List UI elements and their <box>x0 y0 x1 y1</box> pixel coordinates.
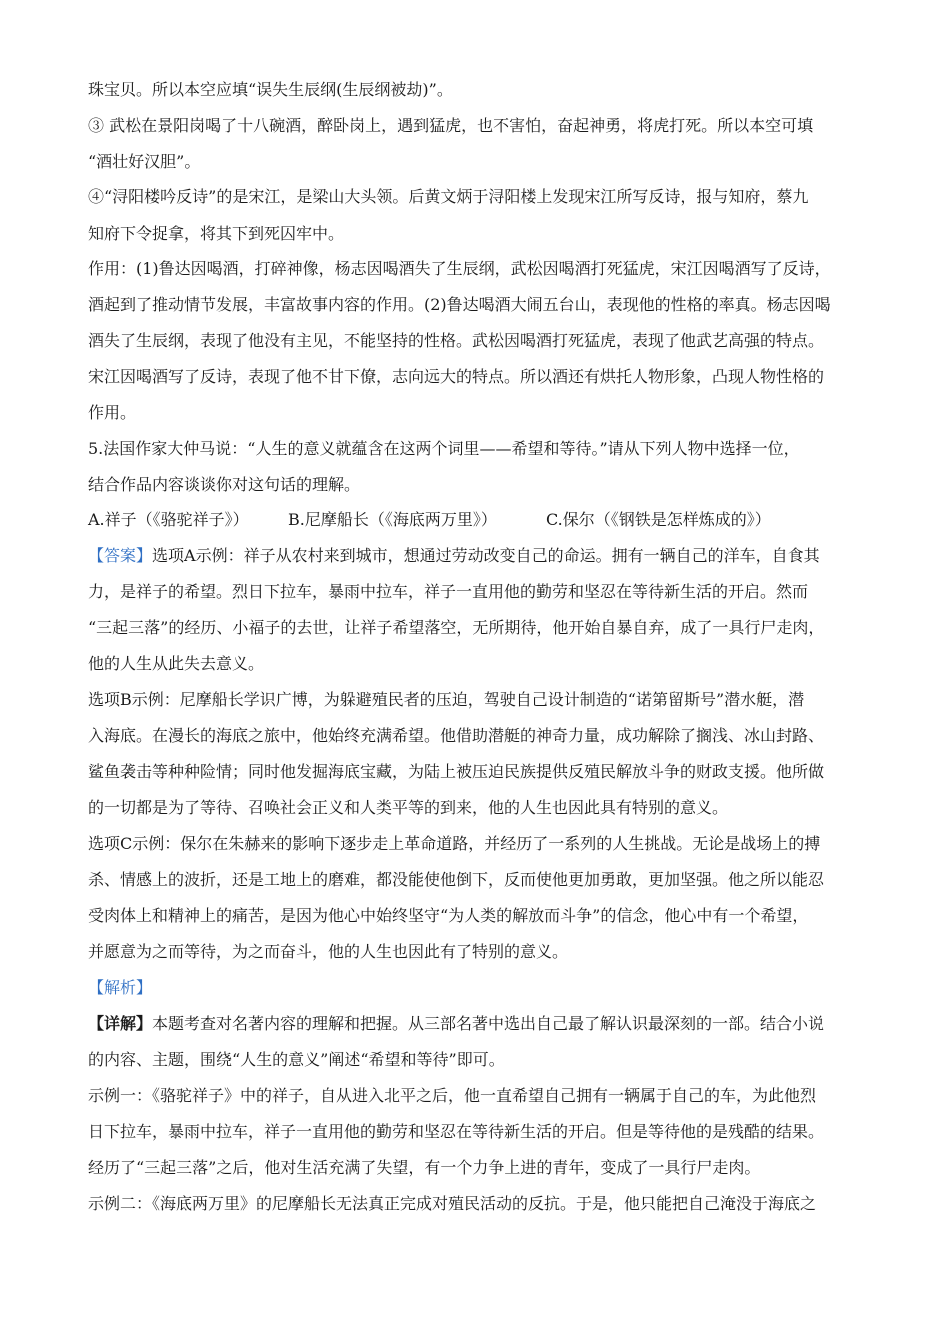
text-line: 示例一：《骆驼祥子》中的祥子，自从进入北平之后，他一直希望自己拥有一辆属于自己的车，为此他烈 <box>88 1086 817 1105</box>
text-line: “酒壮好汉胆”。 <box>88 152 201 171</box>
text-line: 的一切都是为了等待、召唤社会正义和人类平等的到来，他的人生也因此具有特别的意义。 <box>88 798 729 817</box>
text-line: 经历了“三起三落”之后，他对生活充满了失望，有一个力争上进的青年，变成了一具行尸走肉。 <box>88 1158 761 1177</box>
text-line: ④“浔阳楼吟反诗”的是宋江，是梁山大头领。后黄文炳于浔阳楼上发现宋江所写反诗，报与知府，蔡九 <box>88 187 809 206</box>
choice-a: A.祥子（《骆驼祥子》） <box>88 510 249 529</box>
answer-line <box>88 546 888 566</box>
text-line: 的内容、主题，围绕“人生的意义”阐述“希望和等待”即可。 <box>88 1050 505 1069</box>
answer-text: 选项A示例：祥子从农村来到城市，想通过劳动改变自己的命运。拥有一辆自己的洋车，自食其 <box>152 546 820 565</box>
text-line: 酒失了生辰纲，表现了他没有主见，不能坚持的性格。武松因喝酒打死猛虎，表现了他武艺高强的特点。 <box>88 331 825 350</box>
text-line: 日下拉车，暴雨中拉车，祥子一直用他的勤劳和坚忍在等待新生活的开启。但是等待他的是残酷的结果。 <box>88 1122 825 1141</box>
text-line: 入海底。在漫长的海底之旅中，他始终充满希望。他借助潜艇的神奇力量，成功解除了搁浅、冰山封路、 <box>88 726 825 745</box>
choice-b: B.尼摩船长（《海底两万里》） <box>288 510 497 529</box>
text-line: 宋江因喝酒写了反诗，表现了他不甘下僚，志向远大的特点。所以酒还有烘托人物形象，凸现人物性格的 <box>88 367 825 386</box>
analysis-tag: 【解析】 <box>88 978 153 997</box>
text-line: 他的人生从此失去意义。 <box>88 654 265 673</box>
question-line: 结合作品内容谈谈你对这句话的理解。 <box>88 475 361 494</box>
question-line: 5.法国作家大仲马说：“人生的意义就蕴含在这两个词里——希望和等待。”请从下列人物中选择一位， <box>88 439 800 458</box>
detail-text: 本题考查对名著内容的理解和把握。从三部名著中选出自己最了解认识最深刻的一部。结合小说 <box>152 1014 825 1033</box>
text-line: 选项B示例：尼摩船长学识广博，为躲避殖民者的压迫，驾驶自己设计制造的“诺第留斯号”潜水艇，潜 <box>88 690 805 709</box>
detail-line <box>88 1014 888 1034</box>
text-line: 作用。 <box>88 403 137 422</box>
text-line: 鲨鱼袭击等种种险情；同时他发掘海底宝藏，为陆上被压迫民族提供反殖民解放斗争的财政支援。他所做 <box>88 762 825 781</box>
choice-c: C.保尔（《钢铁是怎样炼成的》） <box>546 510 771 529</box>
text-line: 珠宝贝。所以本空应填“误失生辰纲(生辰纲被劫)”。 <box>88 80 453 99</box>
text-line: 力，是祥子的希望。烈日下拉车，暴雨中拉车，祥子一直用他的勤劳和坚忍在等待新生活的开启。然而 <box>88 582 809 601</box>
detail-tag: 【详解】 <box>88 1014 153 1033</box>
text-line: 受肉体上和精神上的痛苦，是因为他心中始终坚守“为人类的解放而斗争”的信念，他心中有一个希望， <box>88 906 809 925</box>
text-line: 知府下令捉拿，将其下到死囚牢中。 <box>88 224 345 243</box>
text-line: 作用：(1)鲁达因喝酒，打碎神像，杨志因喝酒失了生辰纲，武松因喝酒打死猛虎，宋江因喝酒写了反诗， <box>88 259 831 278</box>
text-line: 选项C示例：保尔在朱赫来的影响下逐步走上革命道路，并经历了一系列的人生挑战。无论是战场上的搏 <box>88 834 821 853</box>
text-line: 酒起到了推动情节发展，丰富故事内容的作用。(2)鲁达喝酒大闹五台山，表现他的性格的率真。杨志因喝 <box>88 295 831 314</box>
text-line: 杀、情感上的波折，还是工地上的磨难，都没能使他倒下，反而使他更加勇敢，更加坚强。他之所以能忍 <box>88 870 825 889</box>
text-line: 并愿意为之而等待，为之而奋斗，他的人生也因此有了特别的意义。 <box>88 942 569 961</box>
text-line: ③ 武松在景阳岗喝了十八碗酒，醉卧岗上，遇到猛虎，也不害怕，奋起神勇，将虎打死。所以本空可填 <box>88 116 814 135</box>
text-line: 示例二：《海底两万里》的尼摩船长无法真正完成对殖民活动的反抗。于是，他只能把自己淹没于海底之 <box>88 1194 817 1213</box>
text-line: “三起三落”的经历、小福子的去世，让祥子希望落空，无所期待，他开始自暴自弃，成了一具行尸走肉， <box>88 618 825 637</box>
answer-tag: 【答案】 <box>88 546 153 565</box>
choice-list <box>88 510 888 530</box>
